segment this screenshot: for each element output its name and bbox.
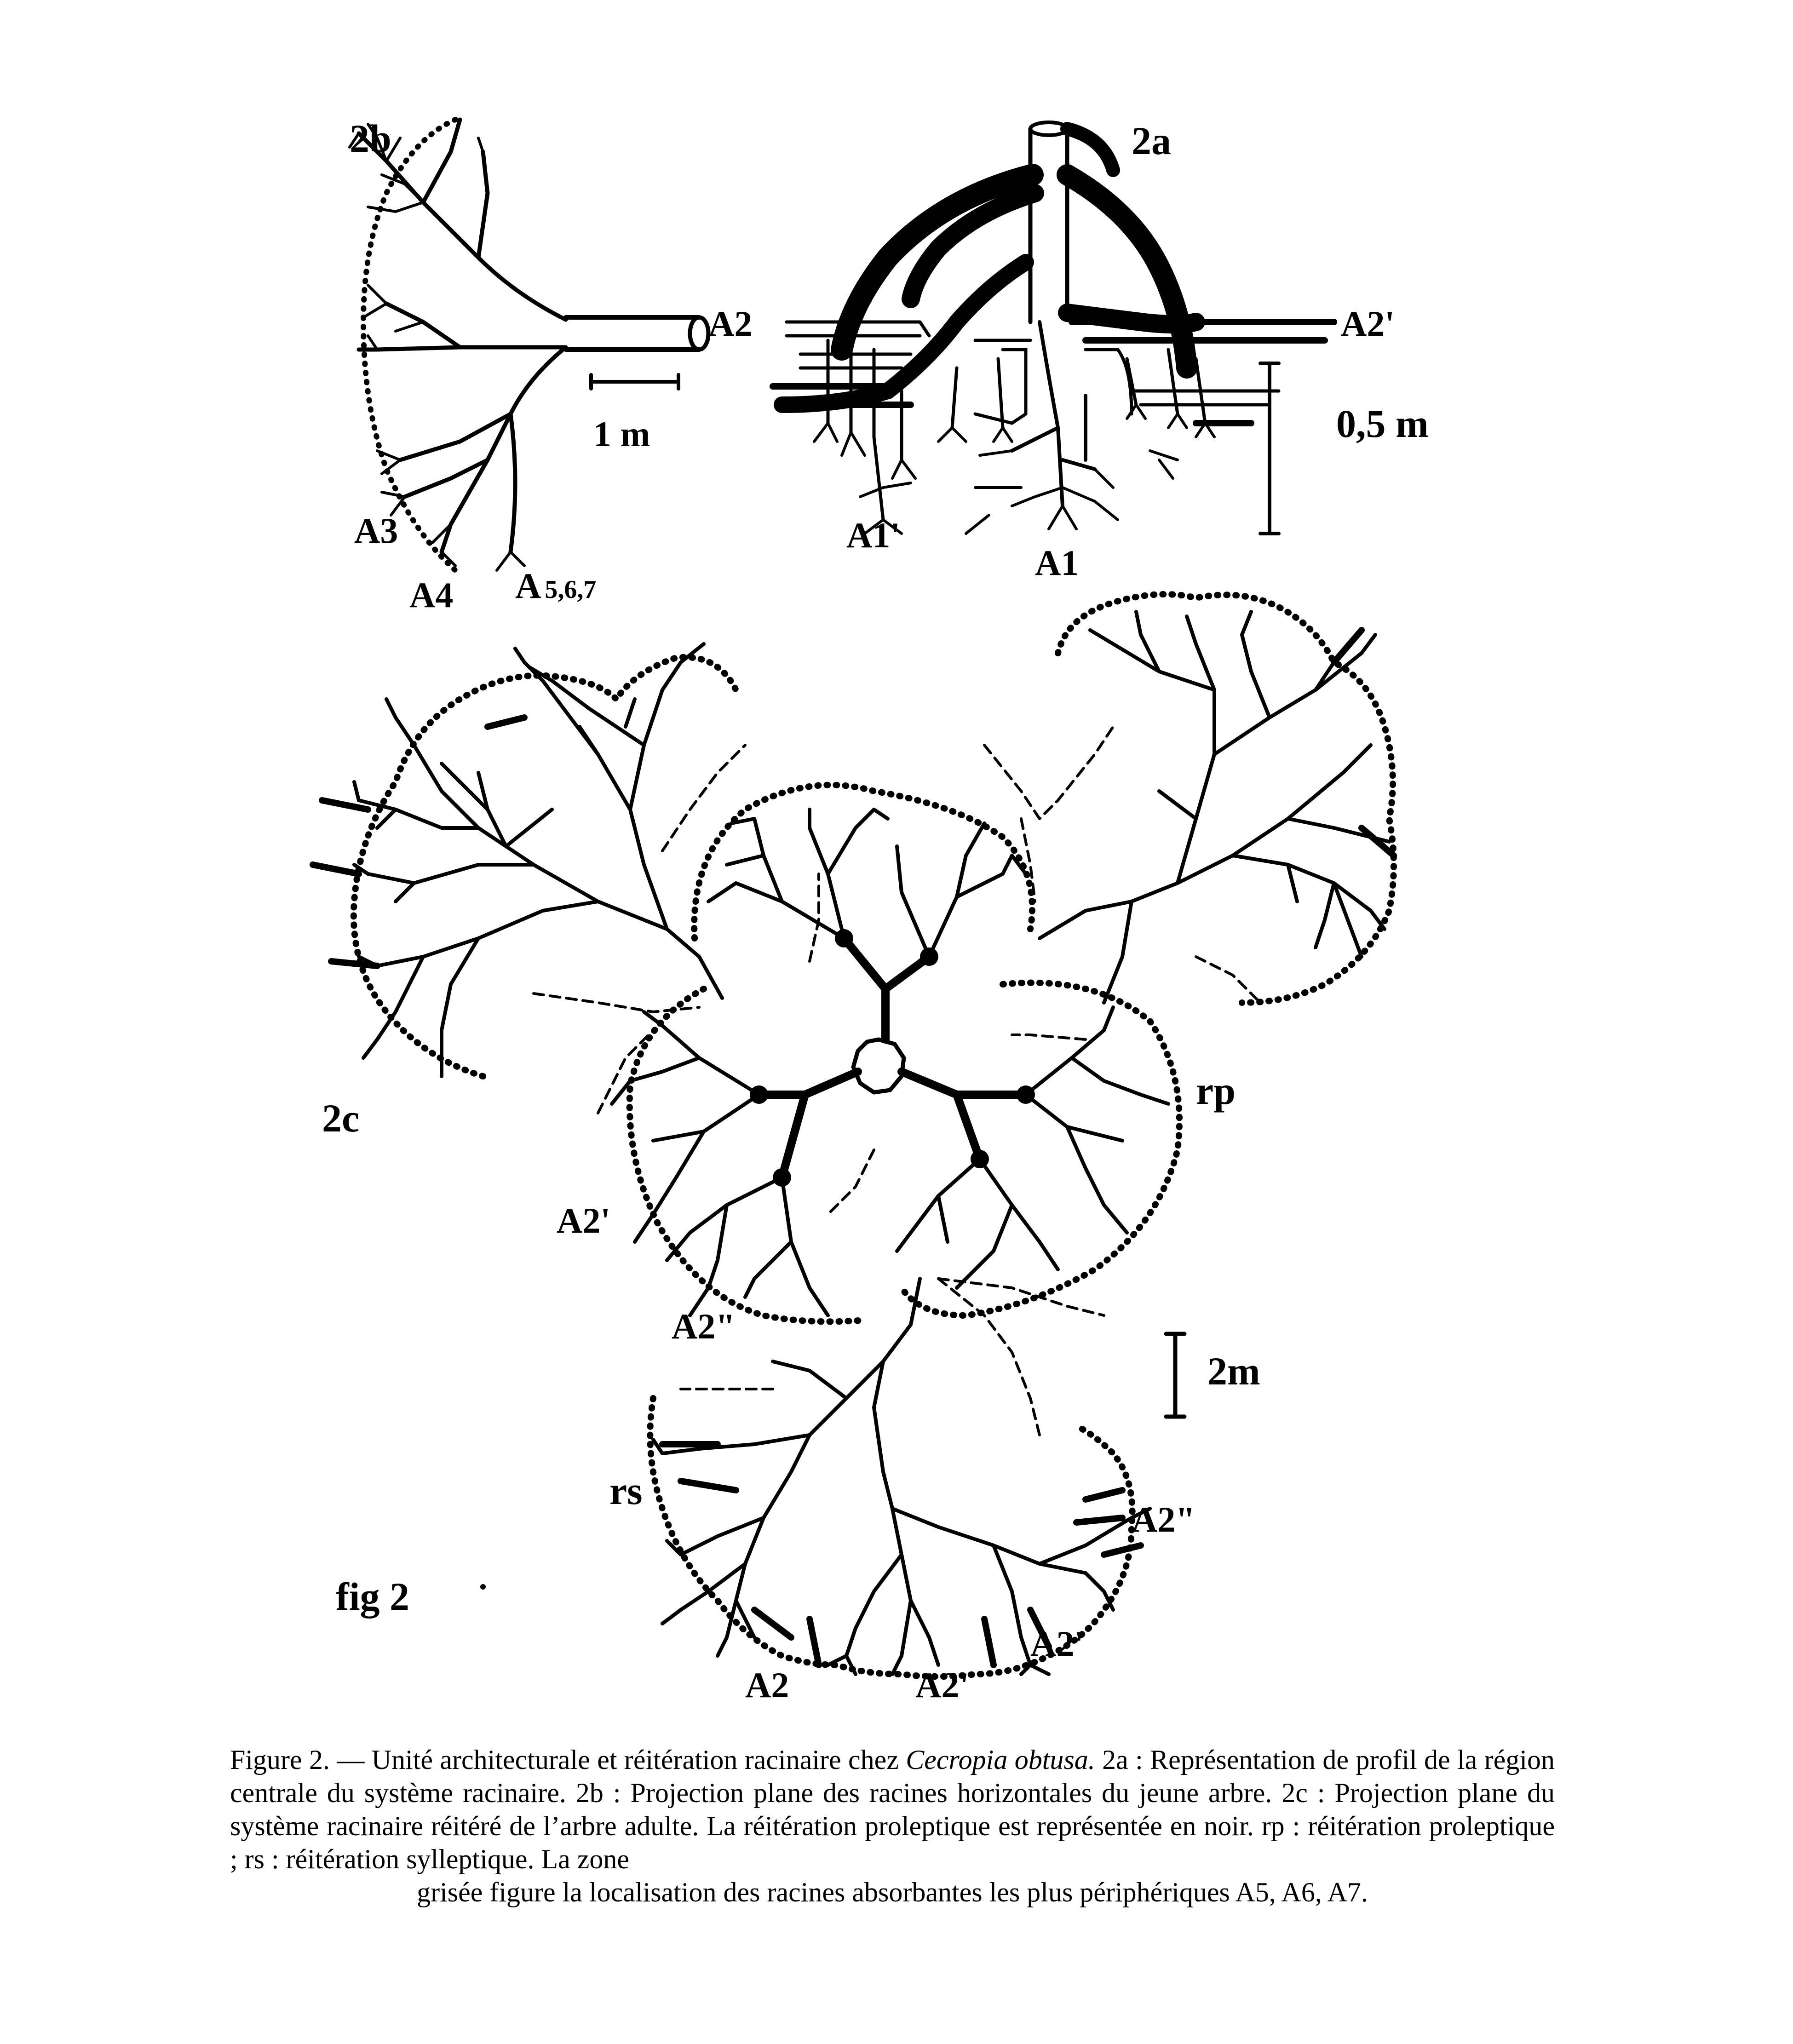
figure-caption: [230, 1743, 1555, 1909]
label-rs: rs: [609, 1469, 643, 1513]
diagram-2c: [313, 594, 1394, 1677]
scale-bar-05m: [1260, 363, 1279, 534]
root-fine-2b: [350, 120, 524, 570]
outer-lobe-top-right: [1040, 612, 1394, 1003]
diagram-2a: [773, 122, 1334, 534]
label-a3: A3: [354, 511, 398, 551]
stump: [853, 1039, 904, 1092]
diagram-2b: [350, 120, 708, 570]
label-a4: A4: [409, 575, 454, 615]
label-scale-2m: 2m: [1207, 1349, 1260, 1393]
periphery-outer-top-left: [354, 657, 736, 1076]
outer-lobe-top-left: [313, 644, 722, 1076]
lobe-left-branches: [612, 1012, 828, 1315]
root-a2-tube-end: [690, 317, 708, 350]
label-a2p-top: A2': [1341, 304, 1395, 344]
stray-dot: [480, 1584, 486, 1590]
root-outline-right: [1132, 391, 1279, 405]
label-a1p: A1': [846, 515, 900, 555]
label-a1: A1: [1035, 543, 1079, 583]
caption-body: 2a : Représentation de profil de la région centrale du système racinaire. 2b : Projection plane des racines horizontales du jeune arbre. 2c : Projection plane du système racinaire réitéré de l’arbre adulte. La réitération proleptique est représentée en noir. rp : réitération proleptique ; rs : réitération sylleptique. La zone: [230, 1745, 1555, 1874]
label-a2-bottom: A2: [745, 1665, 789, 1705]
trunk: [1030, 129, 1067, 322]
label-a2-top: A2: [708, 304, 753, 344]
scale-bar-1m: [591, 375, 678, 389]
label-a2p-left: A2': [557, 1200, 610, 1240]
proleptic-inset-top-right: [1334, 630, 1394, 855]
label-2b: 2b: [350, 116, 391, 161]
lobe-top-branches: [708, 810, 1026, 957]
label-a2p-bottom: A2': [915, 1665, 969, 1705]
scale-bar-2m: [1166, 1334, 1184, 1417]
label-2c: 2c: [322, 1096, 360, 1140]
root-a2-tube: [566, 317, 699, 350]
label-rp: rp: [1196, 1068, 1236, 1113]
label-scale-05m: 0,5 m: [1336, 402, 1429, 446]
label-fig-2: fig 2: [336, 1574, 410, 1619]
proleptic-roots: [759, 938, 1026, 1177]
label-scale-1m: 1 m: [593, 414, 650, 454]
caption-species: Cecropia obtusa.: [906, 1745, 1095, 1775]
lobe-right-branches: [897, 1007, 1168, 1288]
root-thick-top-curl: [1067, 129, 1113, 170]
caption-last-line: grisée figure la localisation des racines absorbantes les plus périphériques A5, A6, A7.: [417, 1877, 1368, 1907]
caption-lead: Figure 2. — Unité architecturale et réitération racinaire chez: [230, 1745, 906, 1775]
label-a567: A 5,6,7: [515, 566, 597, 606]
label-a2pp-right: A2": [1132, 1499, 1195, 1539]
label-2a: 2a: [1132, 119, 1171, 163]
label-a2pp-left: A2": [672, 1306, 736, 1346]
label-a2p-right: A2': [1030, 1624, 1084, 1664]
